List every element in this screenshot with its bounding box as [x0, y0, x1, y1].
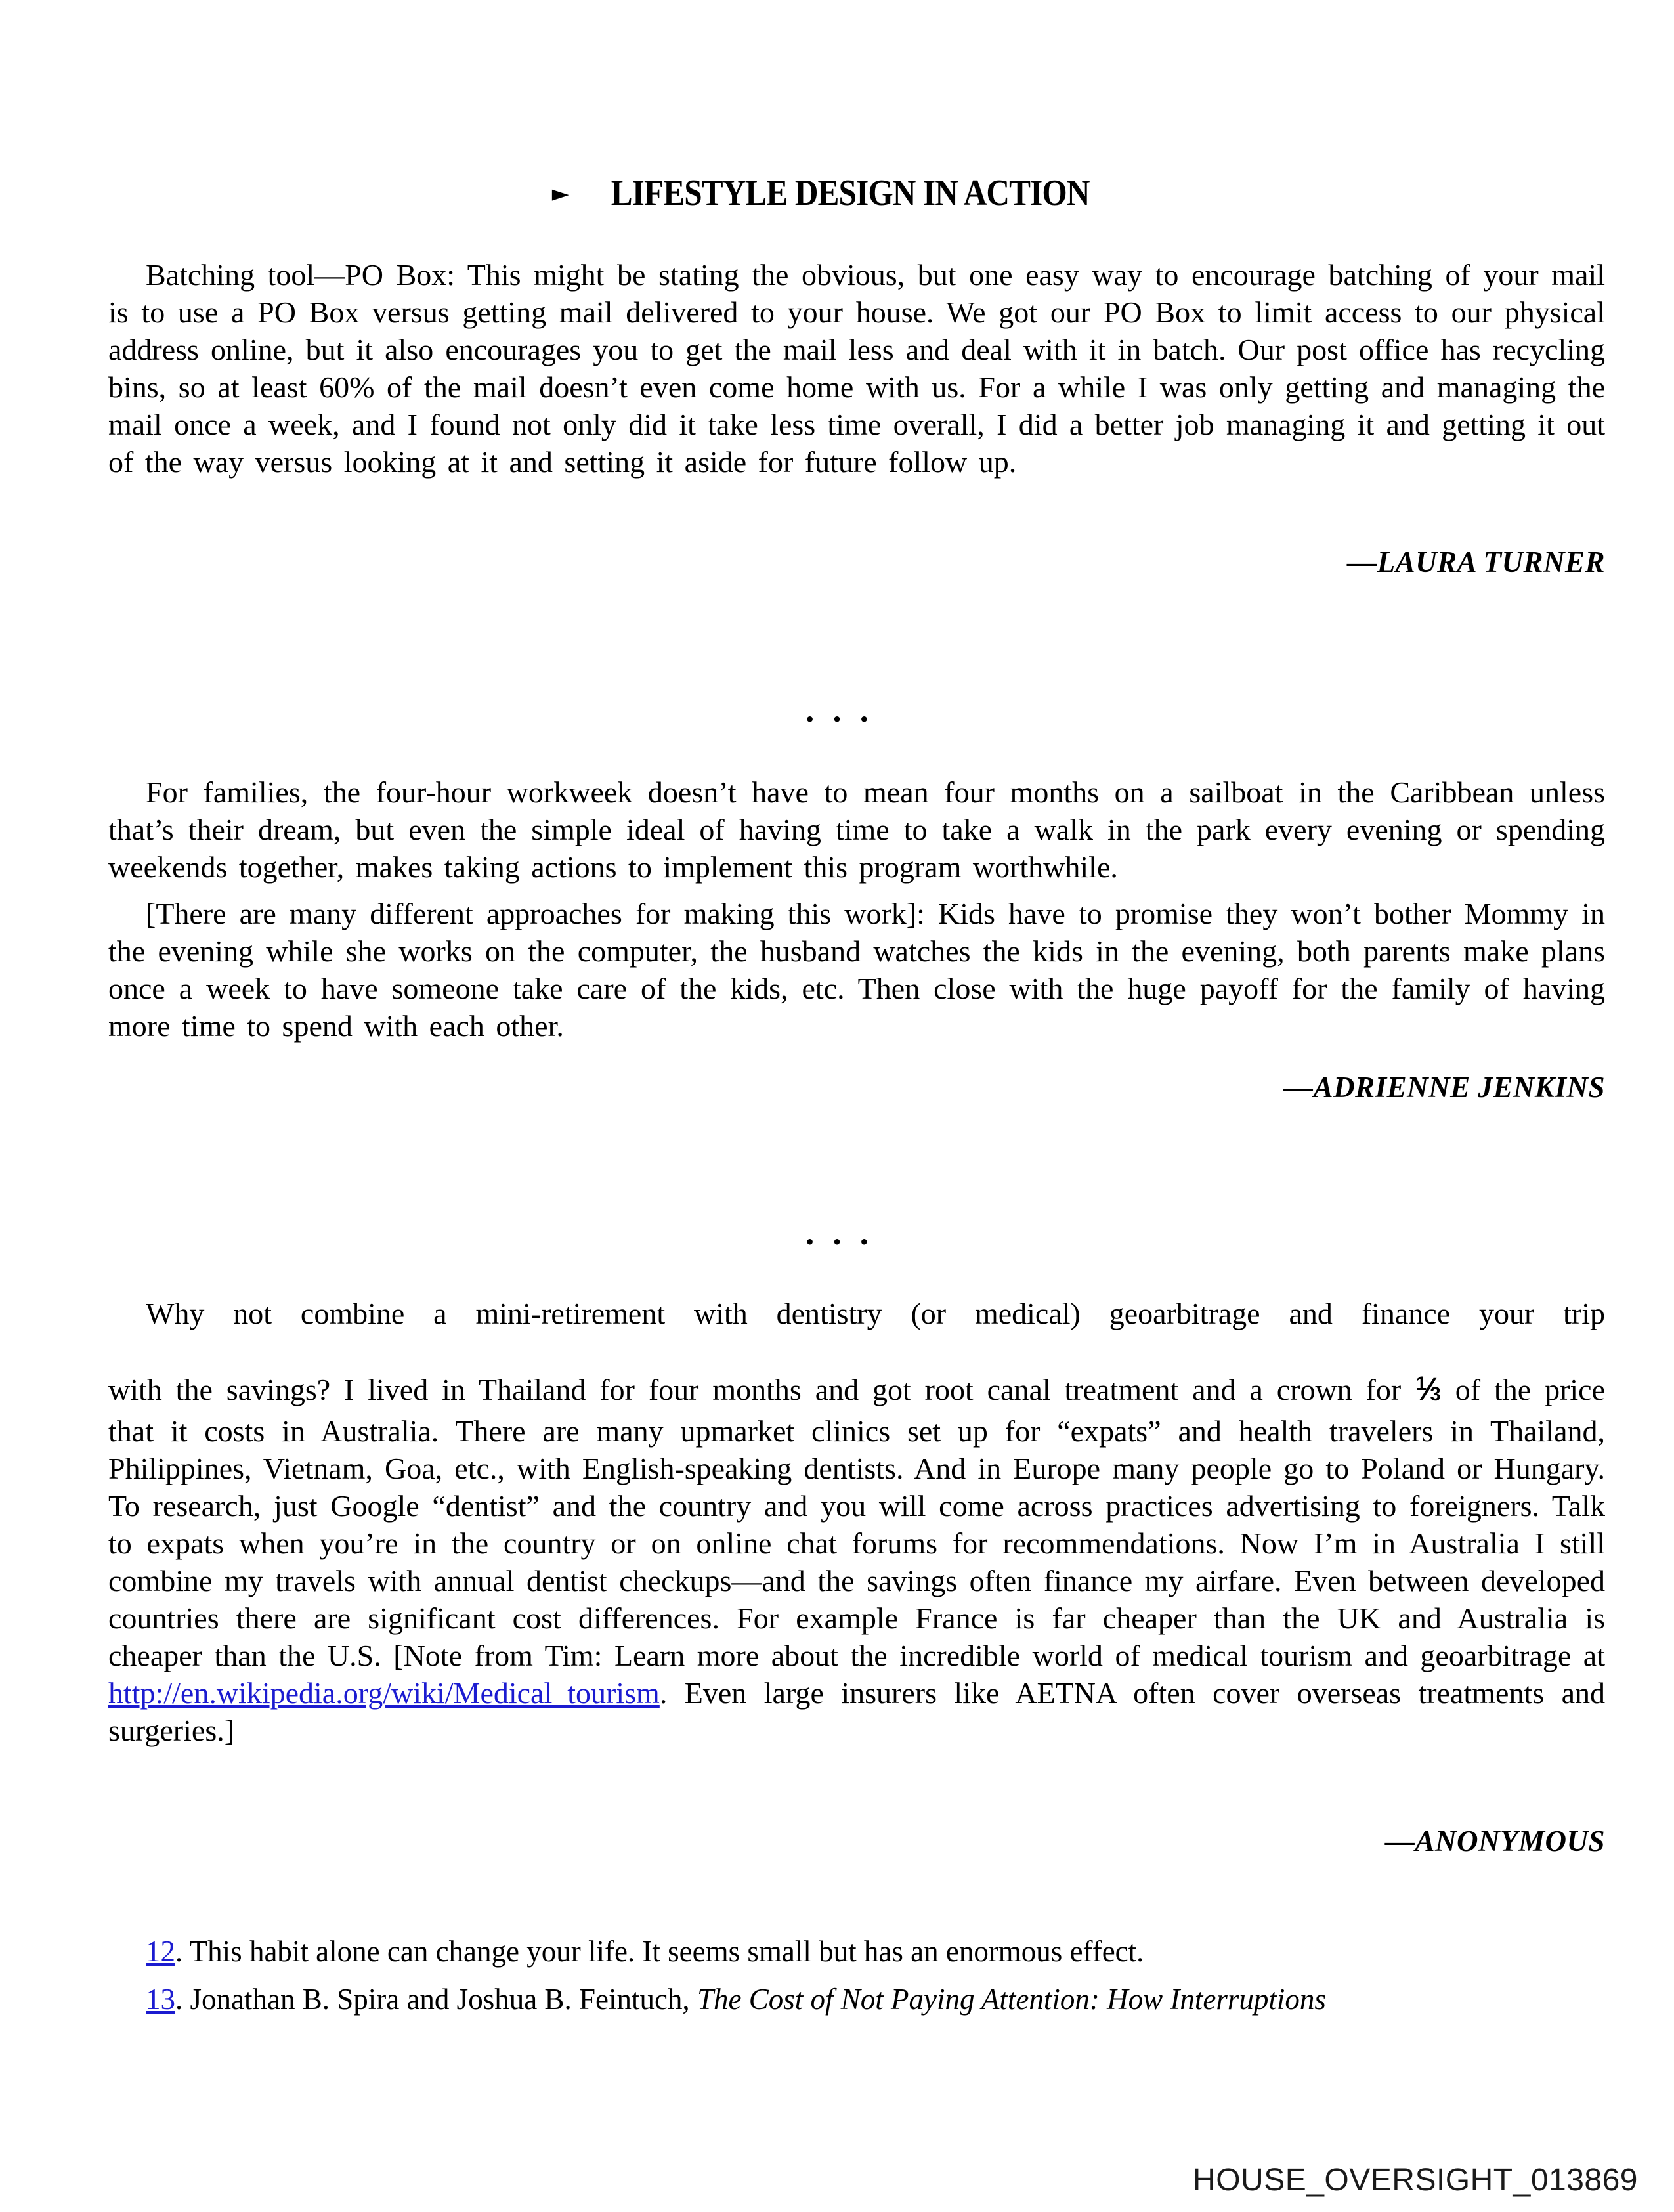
testimonial-paragraph: For families, the four-hour workweek doesn’t have to mean four months on a sailboat in the Caribbean unless that’s their dream, but even the simple ideal of having time to take a walk in the park every evening or spending weekends together, makes taking actions to implement this program worthwhile. — [108, 775, 1605, 884]
footnote-italic-title: The Cost of Not Paying Attention: How Interruptions — [697, 1983, 1326, 2016]
section-separator-dots: ••• — [804, 710, 887, 729]
section-header — [0, 172, 1674, 214]
paragraph-text: of the price that it costs in Australia. There are many upmarket clinics set up for “expats” and health travelers in Thailand, Philippines, Vietnam, Goa, etc., with English-speaking dentists. And in Europe many people go to Poland or Hungary. To research, just Google “dentist” and the country and you will come across practices advertising to foreigners. Talk to expats when you’re in the country or on online chat forums for recommendations. Now I’m in Australia I still combine my travels with annual dentist checkups—and the savings often finance my airfare. Even between developed countries there are significant cost differences. For example France is far cheaper than the UK and Australia is cheaper than the U.S. [Note from Tim: Learn more about the incredible world of medical tourism and geoarbitrage at — [108, 1373, 1606, 1672]
footnote-13 — [108, 1980, 1605, 2019]
one-third-fraction: $^1$⁄3 — [1415, 1372, 1441, 1407]
footnote-12 — [108, 1932, 1605, 1971]
bates-number-watermark: HOUSE_OVERSIGHT_013869 — [1193, 2163, 1638, 2198]
attribution-adrienne-jenkins: —ADRIENNE JENKINS — [1283, 1071, 1605, 1104]
footnote-12-link[interactable]: 12 — [146, 1935, 175, 1968]
testimonial-lead-line: Why not combine a mini-retirement with dentistry (or medical) geoarbitrage and finance your trip — [146, 1297, 1605, 1330]
arrow-bullet-icon: ► — [551, 181, 569, 207]
footnote-text: . This habit alone can change your life. It seems small but has an enormous effect. — [175, 1935, 1144, 1968]
attribution-laura-turner: —LAURA TURNER — [1347, 546, 1605, 578]
page-title: LIFESTYLE DESIGN IN ACTION — [611, 173, 1090, 213]
paragraph-text: with the savings? I lived in Thailand for four months and got root canal treatment and a crown for — [108, 1373, 1415, 1406]
footnote-13-link[interactable]: 13 — [146, 1983, 175, 2016]
footnote-text: . Jonathan B. Spira and Joshua B. Feintuch, — [175, 1983, 697, 2016]
section-separator-dots: ••• — [804, 1233, 887, 1251]
attribution-anonymous: —ANONYMOUS — [1384, 1825, 1605, 1857]
testimonial-paragraph — [108, 1371, 1605, 1749]
testimonial-paragraph: [There are many different approaches for making this work]: Kids have to promise they won’t bother Mommy in the evening while she works on the computer, the husband watches the kids in the evening, both parents make plans once a week to have someone take care of the kids, etc. Then close with the huge payoff for the family of having more time to spend with each other. — [108, 897, 1605, 1043]
medical-tourism-link[interactable]: http://en.wikipedia.org/wiki/Medical_tourism — [108, 1676, 660, 1710]
paragraph-text: . Even large insurers like AETNA often cover overseas treatments and surgeries.] — [108, 1676, 1605, 1747]
testimonial-paragraph: Batching tool—PO Box: This might be stating the obvious, but one easy way to encourage batching of your mail is to use a PO Box versus getting mail delivered to your house. We got our PO Box to limit access to our physical address online, but it also encourages you to get the mail less and deal with it in batch. Our post office has recycling bins, so at least 60% of the mail doesn’t even come home with us. For a while I was only getting and managing the mail once a week, and I found not only did it take less time overall, I did a better job managing it and getting it out of the way versus looking at it and setting it aside for future follow up. — [108, 258, 1605, 479]
